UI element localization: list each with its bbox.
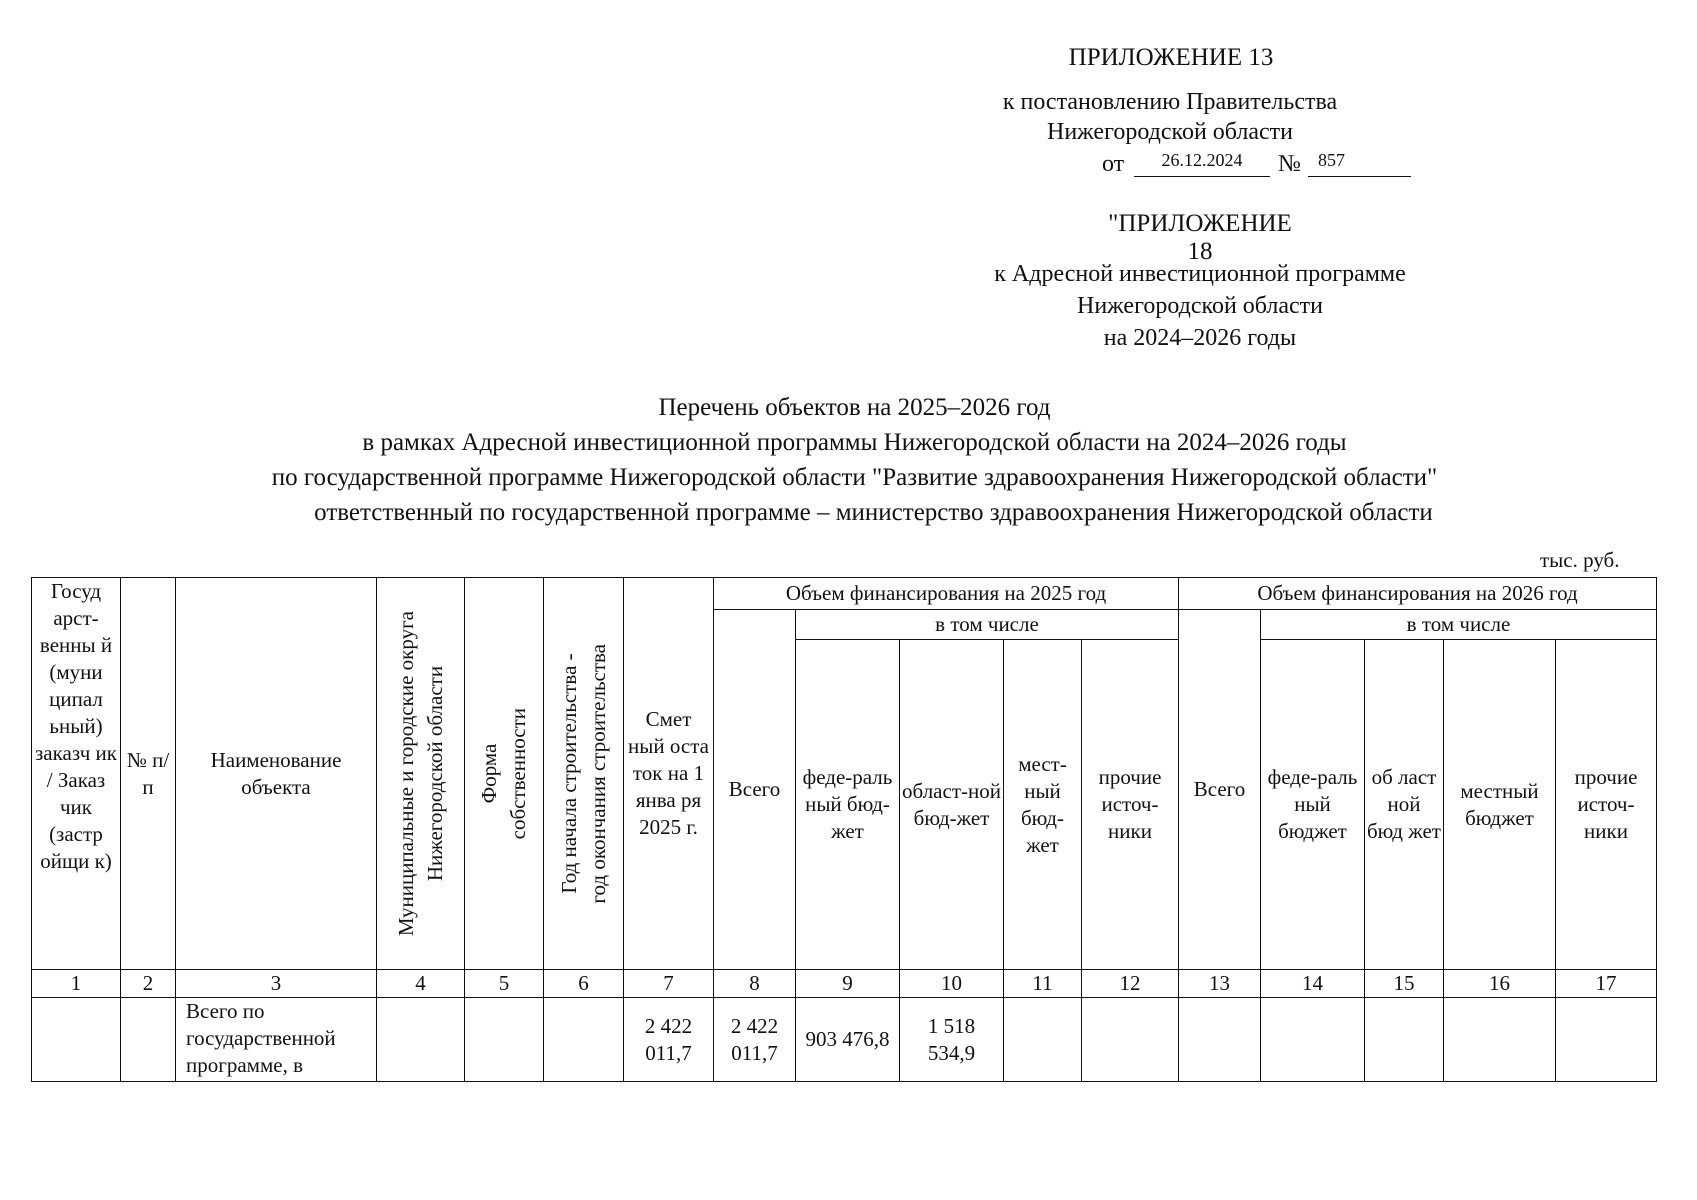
header-municipal-text: Муниципальные и городские округа Нижегородской области bbox=[393, 610, 447, 937]
annex-ref-line-3: на 2024–2026 годы bbox=[1103, 325, 1297, 351]
col-number-14: 14 bbox=[1261, 970, 1365, 998]
number-underline bbox=[1308, 176, 1411, 177]
cell-ownership bbox=[465, 998, 544, 1082]
header-num: № п/п bbox=[121, 578, 176, 970]
col-number-16: 16 bbox=[1444, 970, 1556, 998]
cell-total-2025: 2 422 011,7 bbox=[714, 998, 796, 1082]
header-municipal bbox=[377, 578, 465, 970]
annex-number-label: № bbox=[1278, 151, 1301, 177]
header-fin-2026: Объем финансирования на 2026 год bbox=[1179, 578, 1657, 610]
col-number-6: 6 bbox=[544, 970, 624, 998]
col-number-12: 12 bbox=[1082, 970, 1179, 998]
header-oth-2025: прочие источ-ники bbox=[1082, 640, 1179, 970]
header-reg-2025: област-ной бюд-жет bbox=[900, 640, 1004, 970]
cell-customer bbox=[32, 998, 121, 1082]
header-oth-2026: прочие источ-ники bbox=[1556, 640, 1657, 970]
table-row bbox=[32, 998, 1657, 1082]
header-total-2025: Всего bbox=[714, 610, 796, 970]
cell-oth-2025 bbox=[1082, 998, 1179, 1082]
heading-line-4: ответственный по государственной программе – министерство здравоохранения Нижегородской области bbox=[314, 499, 1433, 526]
cell-fed-2026 bbox=[1261, 998, 1365, 1082]
objects-table bbox=[31, 577, 1657, 1082]
header-loc-2026: местный бюджет bbox=[1444, 640, 1556, 970]
col-number-4: 4 bbox=[377, 970, 465, 998]
header-incl-2025: в том числе bbox=[796, 610, 1179, 640]
cell-total-2026 bbox=[1179, 998, 1261, 1082]
heading-line-2: в рамках Адресной инвестиционной программы Нижегородской области на 2024–2026 годы bbox=[362, 429, 1347, 456]
col-number-1: 1 bbox=[32, 970, 121, 998]
cell-fed-2025: 903 476,8 bbox=[796, 998, 900, 1082]
header-fin-2025: Объем финансирования на 2025 год bbox=[714, 578, 1179, 610]
cell-reg-2026 bbox=[1365, 998, 1444, 1082]
annex-line-2: Нижегородской области bbox=[1046, 119, 1294, 145]
cell-name: Всего по государственной программе, в bbox=[176, 998, 377, 1082]
col-number-7: 7 bbox=[624, 970, 714, 998]
annex-number: 857 bbox=[1318, 150, 1345, 170]
cell-years bbox=[544, 998, 624, 1082]
header-ownership bbox=[465, 578, 544, 970]
header-balance: Смет ный оста ток на 1 янва ря 2025 г. bbox=[624, 578, 714, 970]
annex-title: ПРИЛОЖЕНИЕ 13 bbox=[1068, 44, 1274, 71]
annex-ref-line-2: Нижегородской области bbox=[1076, 293, 1324, 319]
header-years-text: Год начала строительства - год окончания строительства bbox=[556, 643, 610, 904]
annex-from-label: от bbox=[1102, 151, 1125, 177]
col-number-9: 9 bbox=[796, 970, 900, 998]
annex-date: 26.12.2024 bbox=[1161, 150, 1243, 170]
header-loc-2025: мест-ный бюд-жет bbox=[1004, 640, 1082, 970]
header-ownership-text: Форма собственности bbox=[477, 707, 530, 840]
col-number-11: 11 bbox=[1004, 970, 1082, 998]
col-number-2: 2 bbox=[121, 970, 176, 998]
header-customer: Госуд арст-венны й (муни ципал ьный) заказч ик / Заказ чик (застр ойщи к) bbox=[32, 578, 121, 970]
col-number-3: 3 bbox=[176, 970, 377, 998]
cell-loc-2025 bbox=[1004, 998, 1082, 1082]
header-fed-2025: феде-раль ный бюд-жет bbox=[796, 640, 900, 970]
header-total-2026: Всего bbox=[1179, 610, 1261, 970]
annex-ref-title: "ПРИЛОЖЕНИЕ 18 bbox=[1108, 210, 1292, 265]
cell-num bbox=[121, 998, 176, 1082]
cell-municipal bbox=[377, 998, 465, 1082]
col-number-10: 10 bbox=[900, 970, 1004, 998]
date-underline bbox=[1134, 176, 1270, 177]
col-number-15: 15 bbox=[1365, 970, 1444, 998]
annex-ref-line-1: к Адресной инвестиционной программе bbox=[994, 261, 1406, 287]
units-label: тыс. руб. bbox=[1540, 548, 1620, 572]
header-incl-2026: в том числе bbox=[1261, 610, 1657, 640]
col-number-13: 13 bbox=[1179, 970, 1261, 998]
col-number-5: 5 bbox=[465, 970, 544, 998]
header-fed-2026: феде-раль ный бюджет bbox=[1261, 640, 1365, 970]
cell-balance: 2 422 011,7 bbox=[624, 998, 714, 1082]
col-number-17: 17 bbox=[1556, 970, 1657, 998]
cell-loc-2026 bbox=[1444, 998, 1556, 1082]
header-years bbox=[544, 578, 624, 970]
cell-oth-2026 bbox=[1556, 998, 1657, 1082]
annex-line-1: к постановлению Правительства bbox=[1002, 89, 1338, 115]
heading-line-3: по государственной программе Нижегородской области "Развитие здравоохранения Нижегородской области" bbox=[271, 464, 1438, 491]
heading-line-1: Перечень объектов на 2025–2026 год bbox=[658, 394, 1051, 421]
col-number-8: 8 bbox=[714, 970, 796, 998]
header-reg-2026: об ласт ной бюд жет bbox=[1365, 640, 1444, 970]
cell-reg-2025: 1 518 534,9 bbox=[900, 998, 1004, 1082]
header-name: Наименование объекта bbox=[176, 578, 377, 970]
